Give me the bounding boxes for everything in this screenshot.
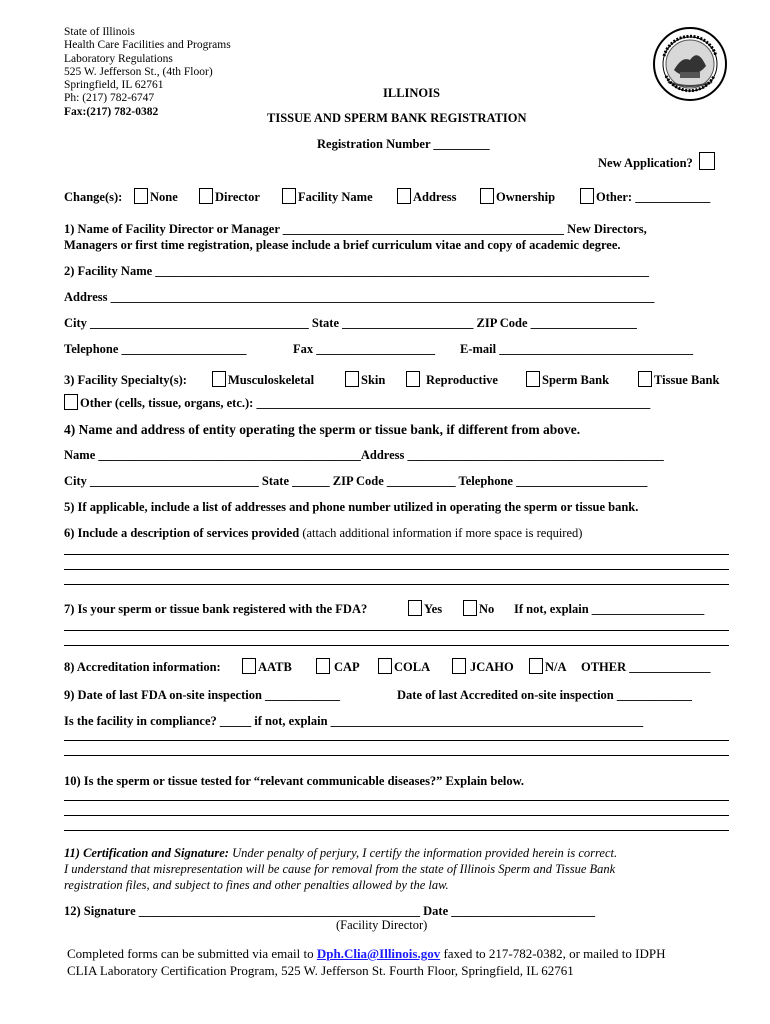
city-state-zip-field[interactable]: City ___________________________________ State _____________________ ZIP Code _________________ bbox=[64, 316, 637, 330]
q6-bold: 6) Include a description of services provided bbox=[64, 526, 300, 540]
q8-label: 8) Accreditation information: bbox=[64, 660, 221, 674]
instructions-post: faxed to 217-782-0382, or mailed to IDPH bbox=[440, 946, 666, 961]
checkbox[interactable] bbox=[529, 658, 543, 674]
option-label: Sperm Bank bbox=[542, 373, 610, 387]
state-seal bbox=[652, 26, 728, 102]
q10-text: 10) Is the sperm or tissue tested for “relevant communicable diseases?” Explain below. bbox=[64, 774, 525, 788]
accred-jcaho[interactable] bbox=[452, 658, 514, 675]
new-application-label: New Application? bbox=[598, 156, 693, 170]
q7-explain[interactable]: If not, explain __________________ bbox=[514, 602, 705, 616]
option-label: Address bbox=[413, 190, 457, 204]
checkbox[interactable] bbox=[397, 188, 411, 204]
q1-director-line[interactable]: 1) Name of Facility Director or Manager _____________________________________________ New Directors, bbox=[64, 222, 647, 236]
q1-instructions: Managers or first time registration, please include a brief curriculum vitae and copy of academic degree. bbox=[64, 238, 621, 252]
option-label: None bbox=[150, 190, 178, 204]
specialty-sperm-bank[interactable] bbox=[526, 371, 609, 388]
checkbox[interactable] bbox=[64, 394, 78, 410]
option-label: JCAHO bbox=[470, 660, 514, 674]
facility-name-field[interactable]: 2) Facility Name _______________________________________________________________________________ bbox=[64, 264, 650, 278]
agency-line: State of Illinois bbox=[64, 26, 135, 38]
option-label: Ownership bbox=[496, 190, 556, 204]
form-title-state: ILLINOIS bbox=[383, 86, 440, 100]
specialty-label: 3) Facility Specialty(s): bbox=[64, 373, 187, 387]
form-title: TISSUE AND SPERM BANK REGISTRATION bbox=[267, 111, 527, 125]
option-label: Yes bbox=[424, 602, 443, 616]
q7-label: 7) Is your sperm or tissue bank registered with the FDA? bbox=[64, 602, 368, 616]
q6-text bbox=[64, 526, 582, 541]
checkbox[interactable] bbox=[378, 658, 392, 674]
certification-line: I understand that misrepresentation will be cause for removal from the state of Illinois Sperm and Tissue Bank bbox=[64, 862, 616, 876]
agency-address bbox=[64, 26, 231, 119]
agency-line: Laboratory Regulations bbox=[64, 52, 173, 65]
specialty-reproductive[interactable] bbox=[406, 371, 498, 388]
checkbox[interactable] bbox=[452, 658, 466, 674]
email-field[interactable]: E-mail _______________________________ bbox=[460, 342, 693, 356]
signature-subtitle: (Facility Director) bbox=[336, 918, 428, 932]
option-label: Skin bbox=[361, 373, 386, 387]
compliance-line[interactable] bbox=[64, 740, 729, 741]
accred-cola[interactable] bbox=[378, 658, 430, 675]
q10-answer-line[interactable] bbox=[64, 830, 729, 831]
q7-yes[interactable] bbox=[408, 600, 442, 617]
checkbox[interactable] bbox=[408, 600, 422, 616]
change-other[interactable] bbox=[580, 188, 710, 205]
email-link[interactable]: Dph.Clia@Illinois.gov bbox=[316, 946, 441, 961]
change-none[interactable] bbox=[134, 188, 178, 205]
checkbox[interactable] bbox=[463, 600, 477, 616]
certification-line: registration files, and subject to fines and other penalties allowed by the law. bbox=[64, 878, 449, 892]
fda-inspection-date[interactable]: 9) Date of last FDA on-site inspection ____________ bbox=[64, 688, 341, 702]
certification-text bbox=[64, 845, 617, 893]
option-label: N/A bbox=[545, 660, 567, 674]
checkbox[interactable] bbox=[282, 188, 296, 204]
certification-line bbox=[64, 845, 617, 861]
agency-fax: Fax:(217) 782-0382 bbox=[64, 105, 159, 118]
checkbox[interactable] bbox=[406, 371, 420, 387]
agency-line: Springfield, IL 62761 bbox=[64, 79, 164, 92]
option-label: Tissue Bank bbox=[654, 373, 720, 387]
q10-answer-line[interactable] bbox=[64, 800, 729, 801]
checkbox[interactable] bbox=[526, 371, 540, 387]
q7-answer-line[interactable] bbox=[64, 630, 729, 631]
agency-line: 525 W. Jefferson St., (4th Floor) bbox=[64, 65, 213, 78]
checkbox[interactable] bbox=[212, 371, 226, 387]
certification-body: Under penalty of perjury, I certify the information provided herein is correct. bbox=[228, 846, 618, 860]
checkbox[interactable] bbox=[134, 188, 148, 204]
checkbox[interactable] bbox=[316, 658, 330, 674]
instructions-pre: Completed forms can be submitted via email to bbox=[67, 946, 317, 961]
option-label: Facility Name bbox=[298, 190, 373, 204]
address-field[interactable]: Address _______________________________________________________________________________________ bbox=[64, 290, 655, 304]
changes-label: Change(s): bbox=[64, 190, 123, 204]
accred-cap[interactable] bbox=[316, 658, 360, 675]
checkbox[interactable] bbox=[638, 371, 652, 387]
telephone-field[interactable]: Telephone ____________________ bbox=[64, 342, 247, 356]
compliance-field[interactable]: Is the facility in compliance? _____ if not, explain __________________________________________________ bbox=[64, 714, 644, 728]
submission-instructions bbox=[67, 945, 666, 979]
option-label: COLA bbox=[394, 660, 431, 674]
certification-heading: 11) Certification and Signature: bbox=[64, 846, 229, 860]
q4-city-field[interactable]: City ___________________________ State ______ ZIP Code ___________ Telephone _____________________ bbox=[64, 474, 648, 488]
checkbox[interactable] bbox=[480, 188, 494, 204]
checkbox[interactable] bbox=[580, 188, 594, 204]
change-ownership[interactable] bbox=[480, 188, 555, 205]
option-label: AATB bbox=[258, 660, 292, 674]
specialty-musculoskeletal[interactable] bbox=[212, 371, 314, 388]
option-label: Director bbox=[215, 190, 260, 204]
accred-na[interactable] bbox=[529, 658, 567, 675]
option-label: Other (cells, tissue, organs, etc.): _______________________________________________________________ bbox=[80, 396, 651, 410]
new-application bbox=[598, 152, 717, 171]
accred-aatb[interactable] bbox=[242, 658, 292, 675]
q6-answer-line[interactable] bbox=[64, 584, 729, 585]
option-label: Reproductive bbox=[426, 373, 498, 387]
q7-answer-line[interactable] bbox=[64, 645, 729, 646]
option-label: Other: ____________ bbox=[596, 190, 711, 204]
registration-number[interactable]: Registration Number _________ bbox=[317, 137, 490, 151]
q10-answer-line[interactable] bbox=[64, 815, 729, 816]
change-facility-name[interactable] bbox=[282, 188, 373, 205]
agency-line: Ph: (217) 782-6747 bbox=[64, 92, 155, 105]
q6-answer-line[interactable] bbox=[64, 554, 729, 555]
accredited-inspection-date[interactable]: Date of last Accredited on-site inspection ____________ bbox=[397, 688, 692, 702]
checkbox[interactable] bbox=[242, 658, 256, 674]
q6-answer-line[interactable] bbox=[64, 569, 729, 570]
q6-note: (attach additional information if more space is required) bbox=[299, 526, 583, 540]
change-director[interactable] bbox=[199, 188, 260, 205]
option-label: No bbox=[479, 602, 495, 616]
q7-no[interactable] bbox=[463, 600, 494, 617]
agency-line: Health Care Facilities and Programs bbox=[64, 39, 231, 52]
instructions-line: CLIA Laboratory Certification Program, 525 W. Jefferson St. Fourth Floor, Springfield, IL 62761 bbox=[67, 963, 574, 978]
q4-heading: 4) Name and address of entity operating the sperm or tissue bank, if different from above. bbox=[64, 422, 581, 437]
specialty-tissue-bank[interactable] bbox=[638, 371, 719, 388]
signature-field[interactable]: 12) Signature _____________________________________________ Date _______________________ bbox=[64, 904, 596, 918]
q5-text: 5) If applicable, include a list of addresses and phone number utilized in operating the sperm or tissue bank. bbox=[64, 500, 639, 514]
option-label: CAP bbox=[334, 660, 360, 674]
option-label: Musculoskeletal bbox=[228, 373, 315, 387]
checkbox[interactable] bbox=[345, 371, 359, 387]
specialty-other[interactable] bbox=[64, 394, 650, 411]
compliance-line[interactable] bbox=[64, 755, 729, 756]
instructions-line bbox=[67, 945, 666, 962]
fax-field[interactable]: Fax ___________________ bbox=[293, 342, 436, 356]
specialty-skin[interactable] bbox=[345, 371, 385, 388]
checkbox[interactable] bbox=[199, 188, 213, 204]
accred-other[interactable]: OTHER _____________ bbox=[581, 660, 711, 674]
q4-name-address-field[interactable]: Name __________________________________________Address _________________________________________ bbox=[64, 448, 664, 462]
new-application-checkbox[interactable] bbox=[699, 152, 715, 170]
change-address[interactable] bbox=[397, 188, 457, 205]
